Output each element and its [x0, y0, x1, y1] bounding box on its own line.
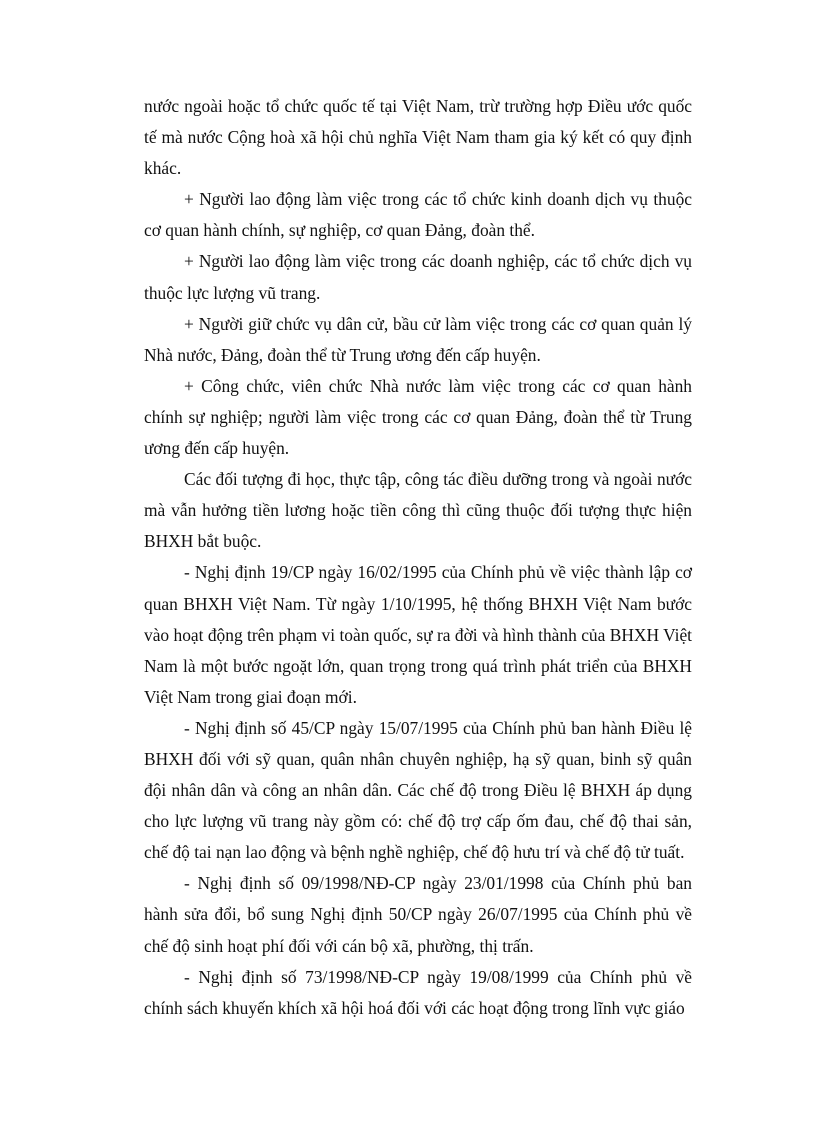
paragraph-decree-73-1998: - Nghị định số 73/1998/NĐ-CP ngày 19/08/1999 của Chính phủ về chính sách khuyến khích xã hội hoá đối với các hoạt động trong lĩnh vực giáo	[144, 966, 692, 1018]
paragraph-decree-45-cp: - Nghị định số 45/CP ngày 15/07/1995 của Chính phủ ban hành Điều lệ BHXH đối với sỹ quan, quân nhân chuyên nghiệp, hạ sỹ quan, binh sỹ quân đội nhân dân và công an nhân dân. Các chế độ trong Điều lệ BHXH áp dụng cho lực lượng vũ trang này gồm có: chế độ trợ cấp ốm đau, chế độ thai sản, chế độ tai nạn lao động và bệnh nghề nghiệp, chế độ hưu trí và chế độ tử tuất.	[144, 717, 692, 863]
paragraph-decree-09-1998: - Nghị định số 09/1998/NĐ-CP ngày 23/01/1998 của Chính phủ ban hành sửa đổi, bổ sung Nghị định 50/CP ngày 26/07/1995 của Chính phủ về chế độ sinh hoạt phí đối với cán bộ xã, phường, thị trấn.	[144, 873, 692, 956]
paragraph-bullet-business-services: + Người lao động làm việc trong các tổ chức kinh doanh dịch vụ thuộc cơ quan hành chính, sự nghiệp, cơ quan Đảng, đoàn thể.	[144, 189, 692, 241]
paragraph-bullet-civil-servants: + Công chức, viên chức Nhà nước làm việc trong các cơ quan hành chính sự nghiệp; người làm việc trong các cơ quan Đảng, đoàn thể từ Trung ương đến cấp huyện.	[144, 375, 692, 459]
paragraph-bullet-armed-forces-enterprises: + Người lao động làm việc trong các doanh nghiệp, các tổ chức dịch vụ thuộc lực lượng vũ trang.	[144, 251, 692, 303]
paragraph-study-internship: Các đối tượng đi học, thực tập, công tác điều dưỡng trong và ngoài nước mà vẫn hưởng tiền lương hoặc tiền công thì cũng thuộc đối tượng thực hiện BHXH bắt buộc.	[144, 469, 692, 552]
paragraph-bullet-elected-officials: + Người giữ chức vụ dân cử, bầu cử làm việc trong các cơ quan quản lý Nhà nước, Đảng, đoàn thể từ Trung ương đến cấp huyện.	[144, 313, 692, 365]
paragraph-decree-19-cp: - Nghị định 19/CP ngày 16/02/1995 của Chính phủ về việc thành lập cơ quan BHXH Việt Nam. Từ ngày 1/10/1995, hệ thống BHXH Việt Nam bước vào hoạt động trên phạm vi toàn quốc, sự ra đời và hình thành của BHXH Việt Nam là một bước ngoặt lớn, quan trọng trong quá trình phát triển của BHXH Việt Nam trong giai đoạn mới.	[144, 562, 692, 707]
paragraph-continuation: nước ngoài hoặc tổ chức quốc tế tại Việt Nam, trừ trường hợp Điều ước quốc tế mà nước Cộng hoà xã hội chủ nghĩa Việt Nam tham gia ký kết có quy định khác.	[144, 96, 692, 179]
body-text	[144, 91, 692, 1024]
